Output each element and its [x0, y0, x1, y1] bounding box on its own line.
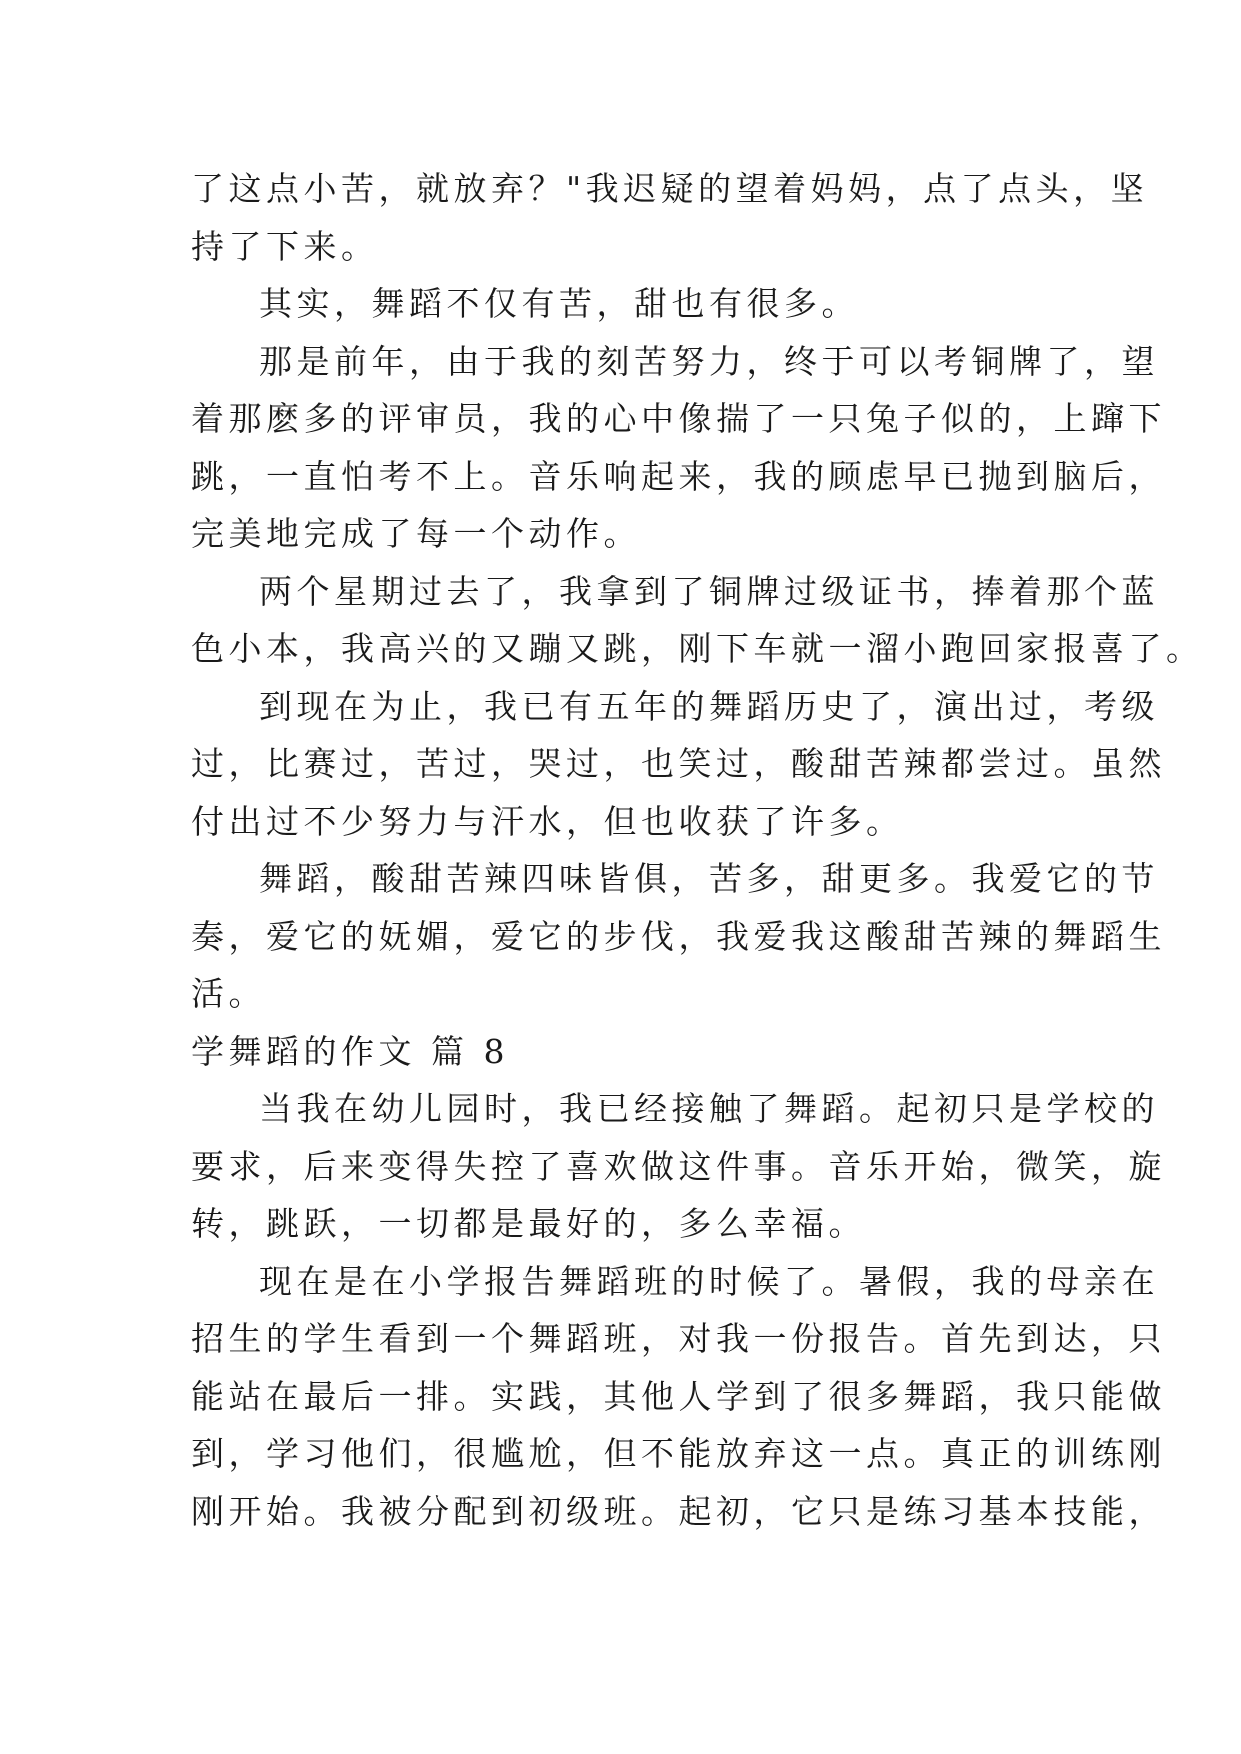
text-line: 要求，后来变得失控了喜欢做这件事。音乐开始，微笑，旋: [191, 1146, 1166, 1186]
paragraph-start-line: 两个星期过去了，我拿到了铜牌过级证书，捧着那个蓝: [259, 571, 1159, 611]
text-line: 付出过不少努力与汗水，但也收获了许多。: [191, 801, 904, 841]
text-line: 过，比赛过，苦过，哭过，也笑过，酸甜苦辣都尝过。虽然: [191, 744, 1166, 783]
text-line: 活。: [191, 974, 266, 1013]
paragraph-start-line: 现在是在小学报告舞蹈班的时候了。暑假，我的母亲在: [259, 1261, 1159, 1301]
text-line: 着那麽多的评审员，我的心中像揣了一只兔子似的，上蹿下: [191, 399, 1166, 438]
paragraph-start-line: 到现在为止，我已有五年的舞蹈历史了，演出过，考级: [259, 686, 1159, 726]
text-line: 招生的学生看到一个舞蹈班，对我一份报告。首先到达，只: [191, 1319, 1166, 1358]
text-line: 转，跳跃，一切都是最好的，多么幸福。: [191, 1204, 866, 1243]
paragraph-start-line: 其实，舞蹈不仅有苦，甜也有很多。: [259, 284, 859, 323]
section-heading: 学舞蹈的作文 篇 8: [191, 1031, 509, 1071]
paragraph-start-line: 那是前年，由于我的刻苦努力，终于可以考铜牌了，望: [259, 341, 1159, 381]
text-line: 完美地完成了每一个动作。: [191, 514, 641, 553]
document-body: [191, 160, 1204, 1540]
text-line: 色小本，我高兴的又蹦又跳，刚下车就一溜小跑回家报喜了。: [191, 629, 1204, 668]
text-line: 持了下来。: [191, 226, 379, 266]
text-line: 刚开始。我被分配到初级班。起初，它只是练习基本技能，: [191, 1491, 1166, 1531]
text-line: 奏，爱它的妩媚，爱它的步伐，我爱我这酸甜苦辣的舞蹈生: [191, 916, 1166, 956]
text-line: 到，学习他们，很尴尬，但不能放弃这一点。真正的训练刚: [191, 1434, 1166, 1473]
text-line: 能站在最后一排。实践，其他人学到了很多舞蹈，我只能做: [191, 1376, 1166, 1416]
paragraph-start-line: 当我在幼儿园时，我已经接触了舞蹈。起初只是学校的: [259, 1089, 1159, 1128]
paragraph-start-line: 舞蹈，酸甜苦辣四味皆俱，苦多，甜更多。我爱它的节: [259, 859, 1159, 898]
text-line: 跳，一直怕考不上。音乐响起来，我的顾虑早已抛到脑后，: [191, 456, 1166, 496]
text-line: 了这点小苦，就放弃？"我迟疑的望着妈妈，点了点头，坚: [191, 169, 1149, 208]
